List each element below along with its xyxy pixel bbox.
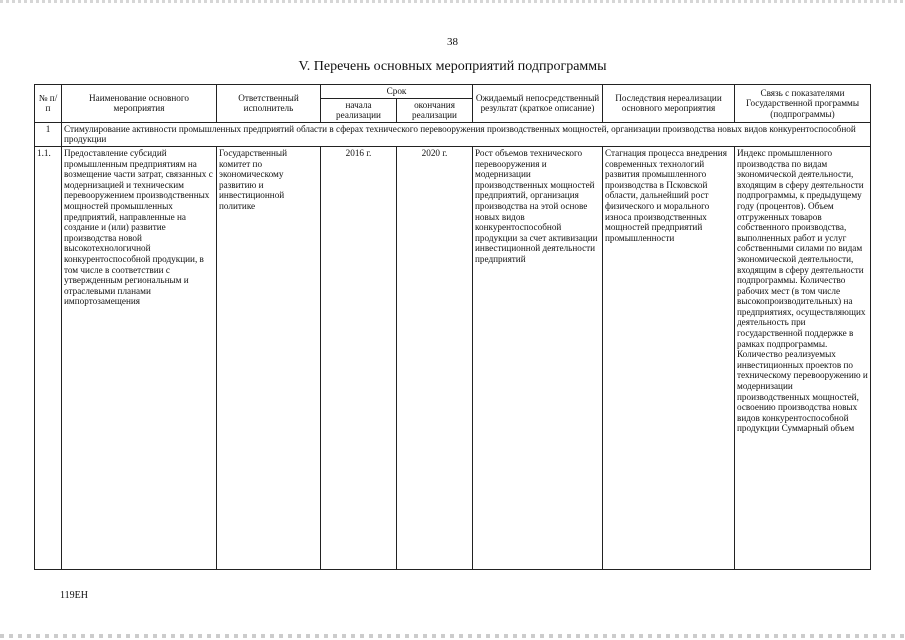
header-indicators: Связь с показателями Государственной программы (подпрограммы) — [735, 85, 871, 123]
header-start: начала реализации — [321, 98, 397, 122]
scan-artifact-bottom — [0, 634, 905, 638]
page-number: 38 — [447, 36, 458, 48]
row-consequences: Стагнация процесса внедрения современных технологий развития промышленного производства в Псковской области, дальнейший рост физического и морального износа производственных мощностей предприятий промышленности — [603, 146, 735, 569]
section-row — [35, 122, 871, 146]
header-consequences: Последствия нереализации основного мероприятия — [603, 85, 735, 123]
scan-artifact-top — [0, 0, 905, 3]
row-result: Рост объемов технического перевооружения и модернизации производственных мощностей предприятий, организация производства на этой основе новых видов конкурентоспособной продукции за счет активизации инвестиционной деятельности предприятий — [473, 146, 603, 569]
header-end: окончания реализации — [397, 98, 473, 122]
row-num: 1.1. — [35, 146, 62, 569]
header-period: Срок — [321, 85, 473, 99]
row-name: Предоставление субсидий промышленным предприятиям на возмещение части затрат, связанных с модернизацией и техническим перевооружением производственных мощностей промышленных предприятий, направленные на создание и (или) развитие производства новой высокотехнологичной конкурентоспособной продукции, в том числе в соответствии с утвержденным региональным и отраслевыми планами импортозамещения — [62, 146, 217, 569]
section-num: 1 — [35, 122, 62, 146]
footer-code: 119ЕН — [60, 590, 88, 601]
header-executor: Ответственный исполнитель — [217, 85, 321, 123]
header-name: Наименование основного мероприятия — [62, 85, 217, 123]
table-row — [35, 146, 871, 569]
section-text: Стимулирование активности промышленных предприятий области в сферах технического перевооружения производственных мощностей, организации производства новых видов конкурентоспособной продукции — [62, 122, 871, 146]
row-executor: Государственный комитет по экономическому развитию и инвестиционной политике — [217, 146, 321, 569]
row-start: 2016 г. — [321, 146, 397, 569]
activities-table — [34, 84, 871, 570]
row-indicators: Индекс промышленного производства по видам экономической деятельности, входящим в сферу деятельности подпрограммы, к предыдущему году (процентов). Объем отгруженных товаров собственного производства, выполненных работ и услуг собственными силами по видам экономической деятельности, входящим в сферу деятельности подпрограммы. Количество рабочих мест (в том числе высокопроизводительных) на предприятиях, осуществляющих деятельность при государственной поддержке в рамках подпрограммы. Количество реализуемых инвестиционных проектов по техническому перевооружению и модернизации производственных мощностей, освоению производства новых видов конкурентоспособной продукции Суммарный объем — [735, 146, 871, 569]
row-end: 2020 г. — [397, 146, 473, 569]
header-result: Ожидаемый непосредственный результат (краткое описание) — [473, 85, 603, 123]
header-num: № п/п — [35, 85, 62, 123]
header-row — [35, 85, 871, 99]
page-title: V. Перечень основных мероприятий подпрограммы — [298, 59, 607, 74]
